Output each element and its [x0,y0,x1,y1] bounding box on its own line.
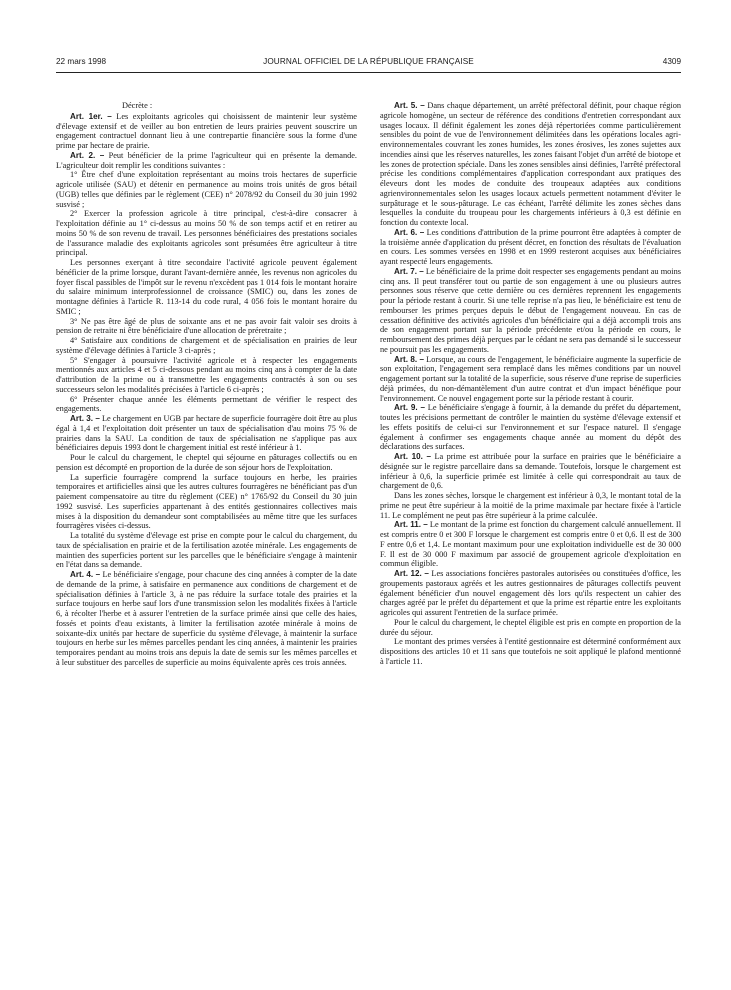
article-5 [380,101,681,228]
article-text: Peut bénéficier de la prime l'agriculteur qui en présente la demande. L'agriculteur doit remplir les conditions suivantes : [56,150,357,170]
paragraph: Le montant des primes versées à l'entité gestionnaire est déterminé conformément aux dispositions des articles 10 et 11 sans que toutefois ne soit appliqué le plafond mentionné à l'article 11. [380,637,681,666]
page-number: 4309 [662,57,681,66]
paragraph: La superficie fourragère comprend la surface toujours en herbe, les prairies temporaires et artificielles ainsi que les autres cultures fourragères ne bénéficiant pas d'un paiement compensatoire au titre du règlement (CEE) n° 1765/92 du Conseil du 30 juin 1992 susvisé. Les superficies appartenant à des entités gestionnaires collectives mais mises à la disposition du demandeur sont comptabilisées au même titre que les surfaces fourragères visées ci-dessus. [56,472,357,531]
article-text: Lorsque, au cours de l'engagement, le bénéficiaire augmente la superficie de son exploitation, l'engagement sera remplacé dans les mêmes conditions par un nouvel engagement portant sur la totalité de la superficie, sous réserve d'une reprise de superficies déjà primées, du non-démantèlement d'un autre contrat et d'un impact bénéfique pour l'environnement. Ce nouvel engagement porte sur la période restant à courir. [380,354,681,403]
paragraph: 3° Ne pas être âgé de plus de soixante ans et ne pas avoir fait valoir ses droits à pension de retraite ni être bénéficiaire d'une allocation de préretraite ; [56,316,357,336]
right-column [380,101,681,667]
article-label: Art. 2. – [70,150,105,160]
article-text: Dans chaque département, un arrêté préfectoral définit, pour chaque région agricole homogène, un secteur de référence des conditions d'entretien correspondant aux usages locaux. Il définit également les zones déjà répertoriées comme particulièrement sensibles du point de vue de l'environnement délimitées dans les opérations locales agri-environnementales couvrant les zones humides, les zones érosives, les zones sujettes aux incendies ainsi que les réserves naturelles, les zones faisant l'objet d'un arrêté de biotope et les zones de protection spéciale. Dans les zones sensibles ainsi définies, l'arrêté préfectoral précise les conditions complémentaires d'application correspondant aux pratiques des éleveurs dont les modes de conduite des troupeaux adaptées aux conditions agrienvironnementales selon les usages locaux actuels permettent notamment d'éviter le surpâturage et le sous-pâturage. Le cas échéant, l'arrêté délimite les zones sèches dans lesquelles la conduite du troupeau pour les chargements inférieurs à 0,3 est définie en fonction du contexte local. [380,101,681,227]
article-text: Le bénéficiaire de la prime doit respecter ses engagements pendant au moins cinq ans. Il peut transférer tout ou partie de son engagement à une ou plusieurs autres personnes sous réserve que cette dernière ou ces dernières reprennent les engagements pour la période restant à courir. Si une telle reprise n'a pas lieu, le bénéficiaire est tenu de rembourser les primes perçues depuis le début de l'engagement nouveau. En cas de cessation définitive des activités agricoles d'un bénéficiaire qui a déjà accompli trois ans de son engagement portant sur la période précédente et/ou la période en cours, le remboursement des primes déjà perçues par le cédant ne sera pas demandé si le successeur ne poursuit pas les engagements. [380,266,681,354]
article-text: Le bénéficiaire s'engage, pour chacune des cinq années à compter de la date de demande de la prime, à satisfaire en permanence aux conditions de chargement et de spécialisation définies à l'article 3, à ne pas réduire la surface totale des prairies et la surface toujours en herbe sauf lors d'une transmission selon les modalités fixées à l'article 6, à récolter l'herbe et à assurer l'entretien de la surface primée ainsi que celle des haies, fossés et points d'eau existants, à limiter la fertilisation azotée minérale à moins de soixante-dix unités par hectare de superficie du système d'élevage, à maintenir la surface toujours en herbe sur les mêmes parcelles pendant les cinq années, à maintenir les prairies temporaires pendant au moins trois ans depuis la date de semis sur les mêmes parcelles et à leur substituer des parcelles de superficie au moins équivalente après ces trois années. [56,570,357,667]
article-label: Art. 12. – [394,569,429,578]
article-text: Le montant de la prime est fonction du chargement calculé annuellement. Il est compris entre 0 et 300 F lorsque le chargement est compris entre 0 et 0,6. Il est de 300 F entre 0,6 et 1,4. Le montant maximum pour une exploitation individuelle est de 30 000 F. Il est de 30 000 F maximum par associé de groupement agricole d'exploitation en commun éligible. [380,520,681,569]
article-text: Le bénéficiaire s'engage à fournir, à la demande du préfet du département, toutes les précisions permettant de contrôler le maintien du système d'élevage extensif et les effets positifs de celui-ci sur l'environnement et sur l'espace naturel. Il s'engage également à confirmer ses engagements chaque année au moment du dépôt des déclarations des surfaces. [380,403,681,452]
article-1 [56,112,357,151]
article-text: Les conditions d'attribution de la prime pourront être adaptées à compter de la troisième année d'application du présent décret, en fonction des résultats de l'évaluation en cours. Les sommes versées en 1998 et en 1999 resteront acquises aux bénéficiaires ayant respecté leurs engagements. [380,227,681,266]
paragraph: La totalité du système d'élevage est prise en compte pour le calcul du chargement, du taux de spécialisation en prairie et de la fertilisation azotée minérale. Les engagements de maintien des superficies portent sur les parcelles que le bénéficiaire s'engage à maintenir en l'état dans sa demande. [56,531,357,570]
paragraph: Les personnes exerçant à titre secondaire l'activité agricole peuvent également bénéficier de la prime lorsque, durant l'avant-dernière année, les revenus non agricoles du foyer fiscal passibles de l'impôt sur le revenu n'excèdent pas 1 014 fois le montant horaire du salaire minimum interprofessionnel de croissance (SMIC) ou, dans les zones de montagne définies à l'article R. 113-14 du code rural, 4 056 fois le montant horaire du SMIC ; [56,258,357,316]
article-label: Art. 11. – [394,520,428,530]
paragraph: 4° Satisfaire aux conditions de chargement et de spécialisation en prairies de leur système d'élevage définies à l'article 3 ci-après ; [56,336,357,355]
header-rule [56,72,681,73]
paragraph: Dans les zones sèches, lorsque le chargement est inférieur à 0,3, le montant total de la prime ne peut être supérieur à la moitié de la prime maximale par hectare fixée à l'article 11. Le complément ne peut pas être supérieur à la prime calculée. [380,491,681,520]
article-label: Art. 5. – [394,101,425,110]
article-10 [380,452,681,491]
article-8 [380,355,681,404]
page-header [56,57,681,71]
article-9 [380,403,681,452]
article-text: Les exploitants agricoles qui choisissent de maintenir leur système d'élevage extensif et de veiller au bon entretien de leurs prairies peuvent souscrire un engagement contractuel donnant lieu à une contrepartie financière sous la forme d'une prime par hectare de prairie. [56,111,357,150]
paragraph: 6° Présenter chaque année les éléments permettant de vérifier le respect des engagements. [56,394,357,414]
article-12 [380,569,681,618]
paragraph: Pour le calcul du chargement, le cheptel éligible est pris en compte en proportion de la durée du séjour. [380,617,681,637]
paragraph: 2° Exercer la profession agricole à titre principal, c'est-à-dire consacrer à l'exploitation définie au 1° ci-dessus au moins 50 % de son temps actif et en retirer au moins 50 % de son revenu de travail. Les personnes bénéficiaires des prestations sociales de l'assurance maladie des exploitants agricoles sont présumées être agriculteur à titre principal. [56,209,357,258]
article-text: Les associations foncières pastorales autorisées ou constituées d'office, les groupements pastoraux agréés et les autres gestionnaires de pâturages collectifs peuvent également bénéficier d'un nouvel engagement dès lors qu'ils respectent un cahier des charges agréé par le préfet du département et que la prime est répartie entre les exploitants agricoles qui assurent l'entretien de la surface primée. [380,569,681,617]
article-label: Art. 6. – [394,227,425,237]
article-label: Art. 7. – [394,266,424,276]
article-11 [380,520,681,569]
article-label: Art. 1er. – [70,111,112,121]
article-label: Art. 4. – [70,570,101,579]
article-4 [56,570,357,668]
paragraph: 1° Être chef d'une exploitation représentant au moins trois hectares de superficie agricole utilisée (SAU) et détenir en permanence au moins trois unités de gros bétail (UGB) telles que définies par le règlement (CEE) n° 2078/92 du Conseil du 30 juin 1992 susvisé ; [56,170,357,209]
article-label: Art. 9. – [394,403,426,413]
article-label: Art. 3. – [70,414,100,423]
article-3 [56,414,357,453]
article-label: Art. 10. – [394,452,431,461]
paragraph: Pour le calcul du chargement, le cheptel qui séjourne en pâturages collectifs ou en pension est décompté en proportion de la durée de son séjour hors de l'exploitation. [56,453,357,472]
article-text: La prime est attribuée pour la surface en prairies que le bénéficiaire a désignée sur le registre parcellaire dans sa demande. Toutefois, lorsque le chargement est inférieur à 0,6, la superficie primée est limitée à celle qui correspondrait au taux de chargement de 0,6. [380,452,681,491]
article-2 [56,151,357,171]
decree-heading: Décrète : [122,101,153,110]
article-label: Art. 8. – [394,354,424,364]
paragraph: 5° S'engager à poursuivre l'activité agricole et à respecter les engagements mentionnés aux articles 4 et 5 ci-dessous pendant au moins cinq ans à compter de la date d'attribution de la prime ou à transmettre les engagements contractés à son ou ses successeurs selon les modalités précisées à l'article 6 ci-après ; [56,355,357,394]
issue-date: 22 mars 1998 [56,57,107,66]
journal-title: JOURNAL OFFICIEL DE LA RÉPUBLIQUE FRANÇAISE [263,57,474,66]
article-7 [380,267,681,355]
left-column [56,101,357,668]
article-text: Le chargement en UGB par hectare de superficie fourragère doit être au plus égal à 1,4 et l'exploitation doit présenter un taux de spécialisation d'au moins 75 % de prairies dans la SAU. La condition de taux de spécialisation ne s'applique pas aux bénéficiaires depuis 1993 dont le chargement initial est resté inférieur à 1. [56,414,357,453]
article-6 [380,228,681,267]
